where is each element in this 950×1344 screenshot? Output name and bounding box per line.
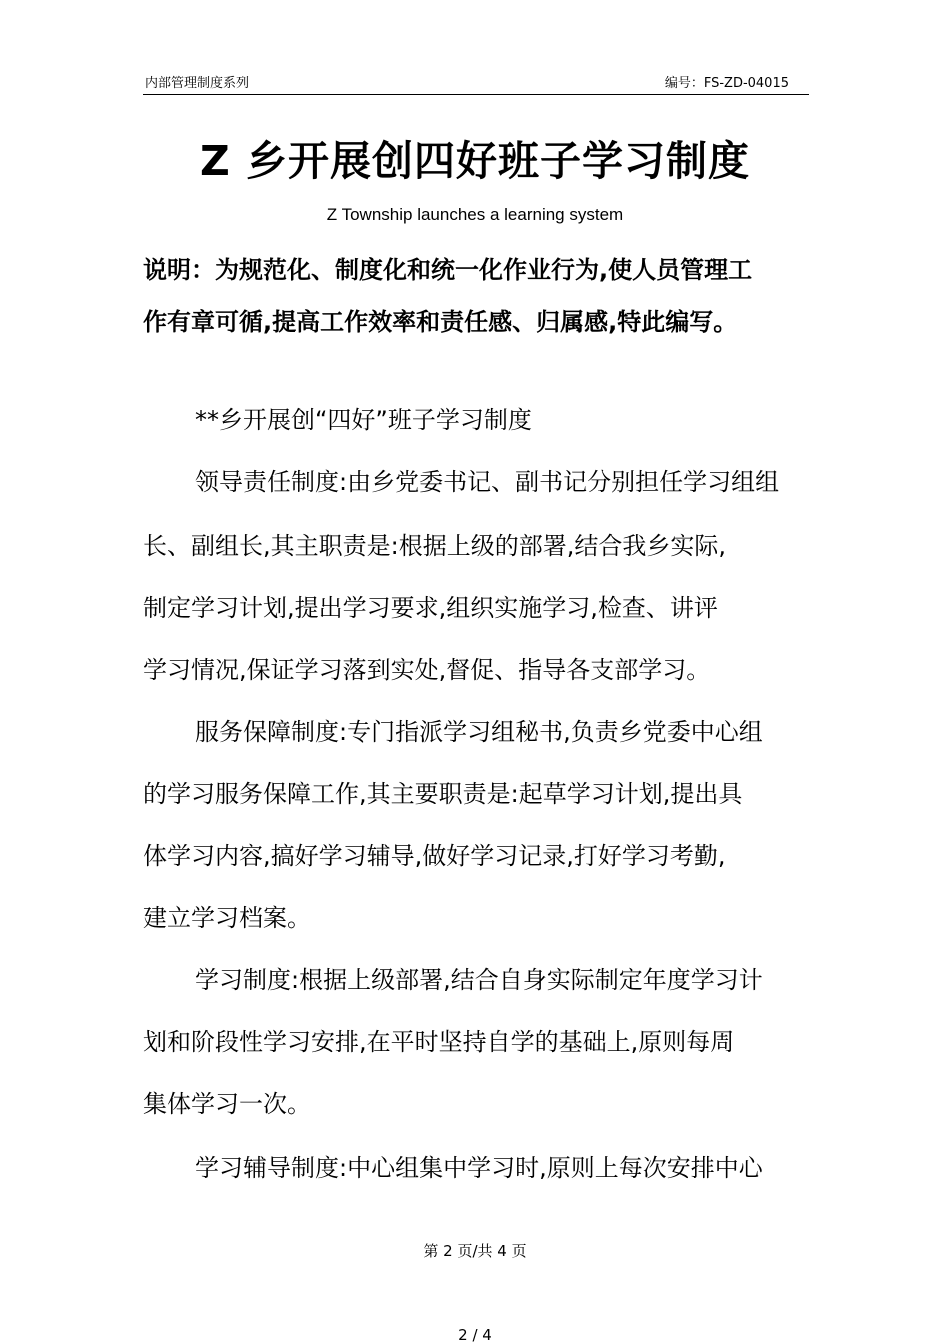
paragraph-line: 建立学习档案。: [143, 904, 311, 932]
paragraph-line: 体学习内容,搞好学习辅导,做好学习记录,打好学习考勤,: [143, 842, 726, 870]
intro-line-2: 作有章可循,提高工作效率和责任感、归属感,特此编写。: [143, 308, 738, 336]
paragraph-line: 集体学习一次。: [143, 1090, 311, 1118]
paragraph-line: 划和阶段性学习安排,在平时坚持自学的基础上,原则每周: [143, 1028, 735, 1056]
paragraph-line: 服务保障制度:专门指派学习组秘书,负责乡党委中心组: [195, 718, 763, 746]
document-subtitle: Z Township launches a learning system: [326, 205, 624, 224]
paragraph-line: 学习辅导制度:中心组集中学习时,原则上每次安排中心: [195, 1154, 763, 1182]
header-series-label: 内部管理制度系列: [145, 76, 250, 91]
header-document-number: 编号：FS-ZD-04015: [664, 76, 789, 91]
page-number-indicator: 2 / 4: [458, 1326, 492, 1344]
intro-line-1: 说明：为规范化、制度化和统一化作业行为,使人员管理工: [143, 256, 753, 284]
paragraph-line: 制定学习计划,提出学习要求,组织实施学习,检查、讲评: [143, 594, 718, 622]
paragraph-line: 的学习服务保障工作,其主要职责是:起草学习计划,提出具: [143, 780, 743, 808]
page-footer: 第 2 页/共 4 页: [423, 1242, 527, 1260]
section-heading: **乡开展创“四好”班子学习制度: [195, 406, 532, 434]
document-title: Z 乡开展创四好班子学习制度: [199, 137, 750, 185]
paragraph-line: 长、副组长,其主职责是:根据上级的部署,结合我乡实际,: [143, 532, 726, 560]
paragraph-line: 学习制度:根据上级部署,结合自身实际制定年度学习计: [195, 966, 763, 994]
paragraph-line: 学习情况,保证学习落到实处,督促、指导各支部学习。: [143, 656, 711, 684]
page-header: [143, 70, 809, 95]
paragraph-line: 领导责任制度:由乡党委书记、副书记分别担任学习组组: [195, 468, 780, 496]
